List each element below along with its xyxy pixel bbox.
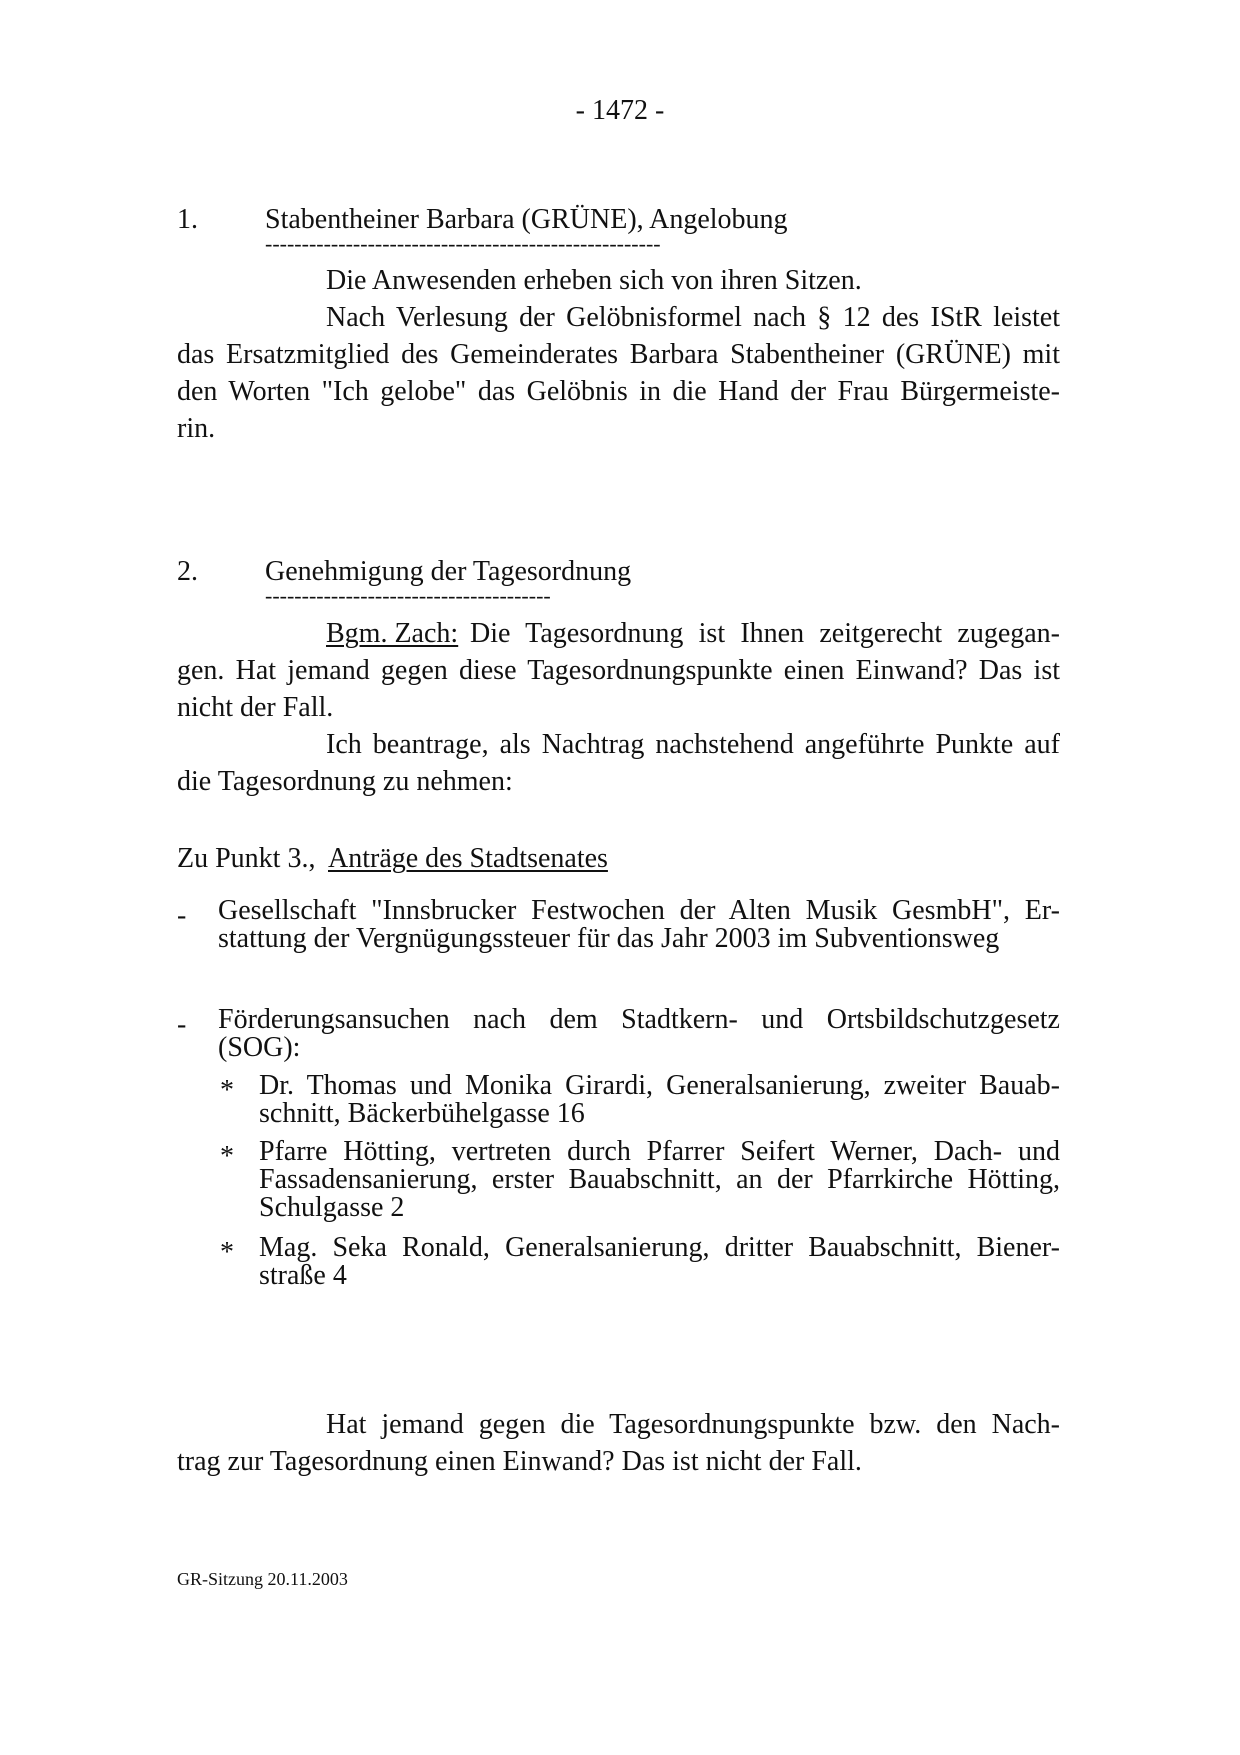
sub-item-marker: * (220, 1141, 234, 1172)
list-item-2-line-1: Förderungsansuchen nach dem Stadtkern- und Ortsbildschutzgesetz (218, 1004, 1060, 1035)
list-item-marker: - (177, 900, 187, 931)
section-2-line-1: Die Tagesordnung ist Ihnen zeitgerecht zugegan- (470, 618, 1060, 649)
closing-line-2: trag zur Tagesordnung einen Einwand? Das ist nicht der Fall. (177, 1446, 862, 1477)
sub-item-2-line-1: Pfarre Hötting, vertreten durch Pfarrer Seifert Werner, Dach- und (259, 1136, 1060, 1167)
sub-item-3-line-2: straße 4 (259, 1260, 347, 1291)
punkt-prefix: Zu Punkt 3., (177, 843, 316, 874)
section-1-title: Stabentheiner Barbara (GRÜNE), Angelobung (265, 204, 788, 235)
section-2-number: 2. (177, 556, 198, 587)
section-2-line-3: nicht der Fall. (177, 692, 334, 723)
speaker-label: Bgm. Zach: (326, 618, 459, 649)
sub-item-marker: * (220, 1075, 234, 1106)
sub-item-2-line-2: Fassadensanierung, erster Bauabschnitt, an der Pfarrkirche Hötting, (259, 1164, 1060, 1195)
section-2-rule: --------------------------------------- (265, 585, 551, 607)
sub-item-3-line-1: Mag. Seka Ronald, Generalsanierung, dritter Bauabschnitt, Biener- (259, 1232, 1060, 1263)
punkt-title: Anträge des Stadtsenates (328, 843, 608, 874)
section-1-line-1: Die Anwesenden erheben sich von ihren Sitzen. (326, 265, 862, 296)
list-item-marker: - (177, 1009, 187, 1040)
section-2-line-5: die Tagesordnung zu nehmen: (177, 766, 513, 797)
section-1-line-2: Nach Verlesung der Gelöbnisformel nach § 12 des IStR leistet (326, 302, 1060, 333)
section-1-number: 1. (177, 204, 198, 235)
section-1-rule: ------------------------------------------------------ (265, 233, 661, 255)
section-1-line-4: den Worten "Ich gelobe" das Gelöbnis in die Hand der Frau Bürgermeiste- (177, 376, 1060, 407)
section-2-line-2: gen. Hat jemand gegen diese Tagesordnungspunkte einen Einwand? Das ist (177, 655, 1060, 686)
sub-item-2-line-3: Schulgasse 2 (259, 1192, 405, 1223)
list-item-1-line-1: Gesellschaft "Innsbrucker Festwochen der Alten Musik GesmbH", Er- (218, 895, 1060, 926)
sub-item-1-line-2: schnitt, Bäckerbühelgasse 16 (259, 1098, 585, 1129)
page-number: - 1472 - (575, 95, 665, 126)
section-2-line-4: Ich beantrage, als Nachtrag nachstehend angeführte Punkte auf (326, 729, 1060, 760)
section-1-line-5: rin. (177, 413, 216, 444)
closing-line-1: Hat jemand gegen die Tagesordnungspunkte bzw. den Nach- (326, 1409, 1060, 1440)
footer-session-date: GR-Sitzung 20.11.2003 (177, 1569, 348, 1589)
sub-item-1-line-1: Dr. Thomas und Monika Girardi, Generalsanierung, zweiter Bauab- (259, 1070, 1060, 1101)
section-2-title: Genehmigung der Tagesordnung (265, 556, 632, 587)
section-1-line-3: das Ersatzmitglied des Gemeinderates Barbara Stabentheiner (GRÜNE) mit (177, 339, 1060, 370)
sub-item-marker: * (220, 1237, 234, 1268)
list-item-2-line-2: (SOG): (218, 1032, 301, 1063)
list-item-1-line-2: stattung der Vergnügungssteuer für das Jahr 2003 im Subventionsweg (218, 923, 1000, 954)
